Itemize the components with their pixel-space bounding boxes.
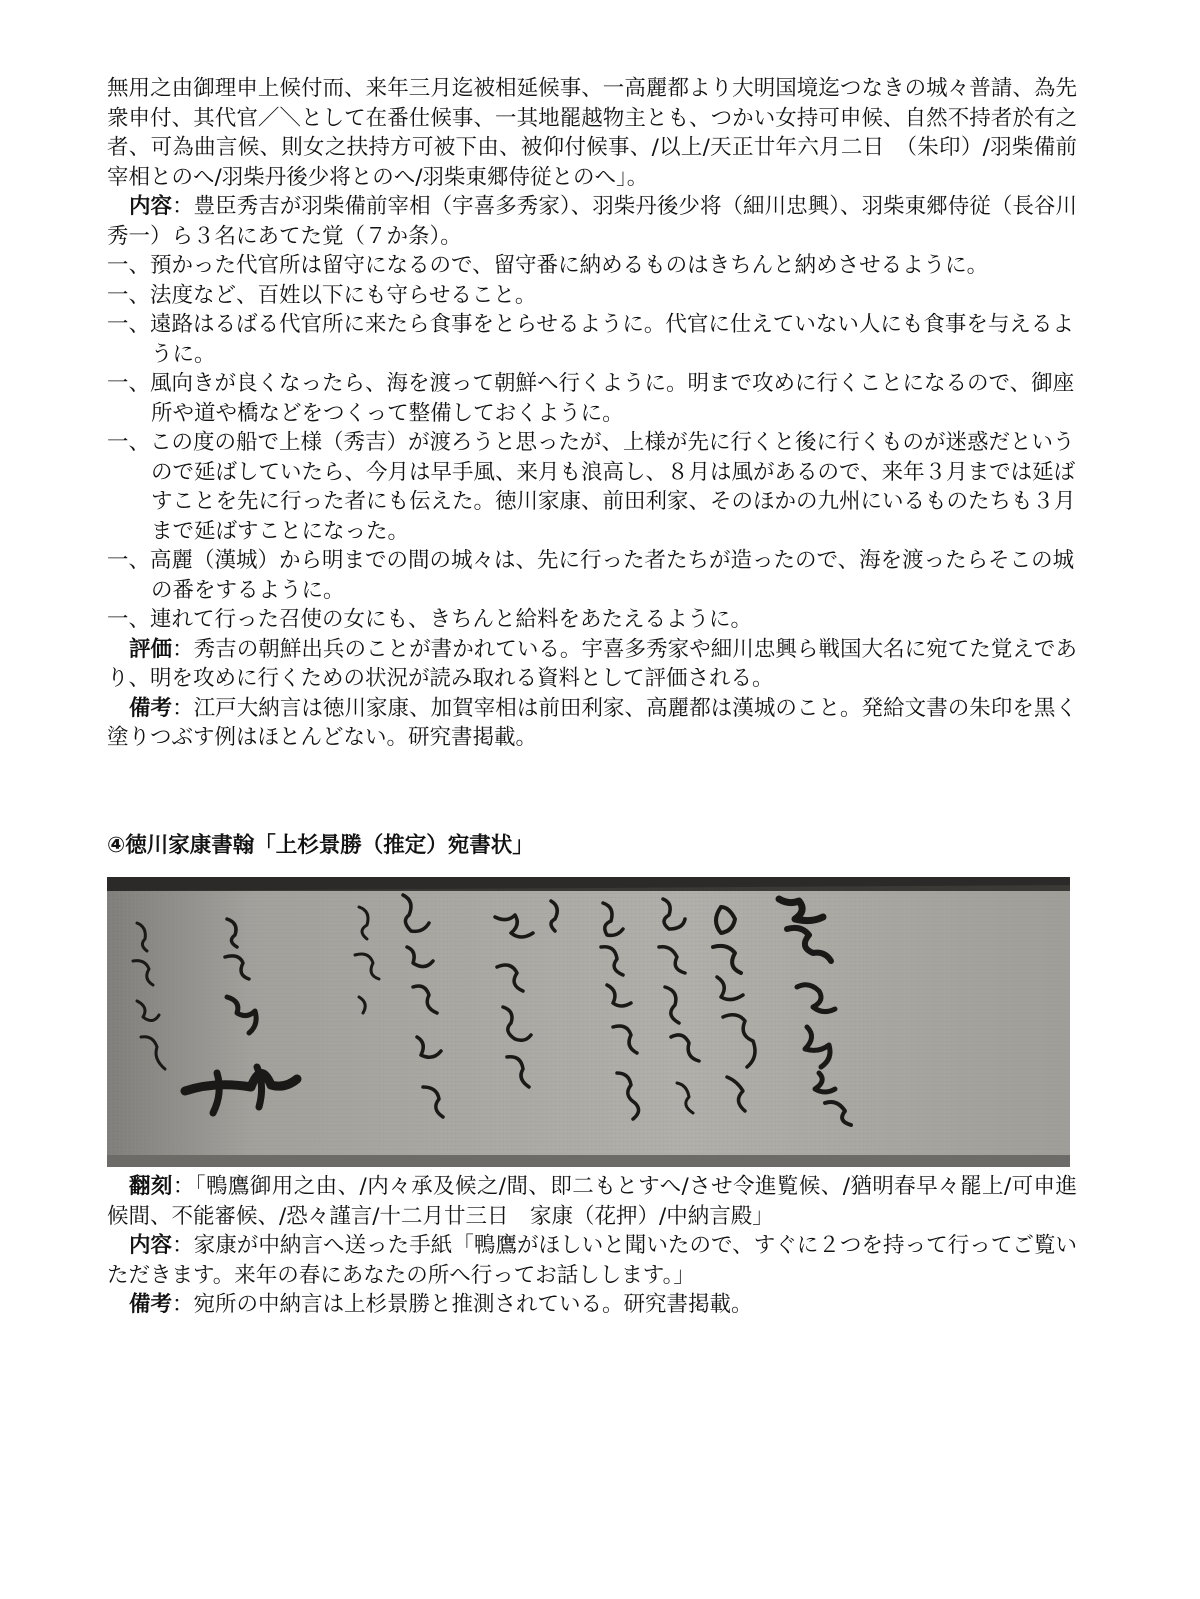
article-item: 一、高麗（漢城）から明までの間の城々は、先に行った者たちが造ったので、海を渡ったらそこの城の番をするように。 xyxy=(107,548,1075,603)
letter-photograph xyxy=(107,877,1070,1167)
section-heading: ④徳川家康書翰「上杉景勝（推定）宛書状」 xyxy=(107,833,534,858)
biko-text: ：江戸大納言は徳川家康、加賀宰相は前田利家、高麗都は漢城のこと。発給文書の朱印を黒く塗りつぶす例はほとんどない。研究書掲載。 xyxy=(107,695,1077,750)
article-item: 一、遠路はるばる代官所に来たら食事をとらせるように。代官に仕えていない人にも食事を与えるように。 xyxy=(107,312,1074,367)
calligraphy-scroll-image xyxy=(107,877,1070,1167)
biko-paragraph xyxy=(107,694,1077,753)
quote-tail-paragraph: 無用之由御理申上候付而、来年三月迄被相延候事、一高麗都より大明国境迄つなきの城々普請、為先衆申付、其代官／＼として在番仕候事、一其地罷越物主とも、つかい女持可申候、自然不持者於有之者、可為曲言候、則女之扶持方可被下由、被仰付候事、/以上/天正廿年六月二日 （朱印）/羽柴備前宰相とのへ/羽柴丹後少将とのへ/羽柴東郷侍従とのへ」。 xyxy=(107,76,1077,190)
naiyo2-label: 内容 xyxy=(129,1233,173,1258)
article-item: 一、連れて行った召使の女にも、きちんと給料をあたえるように。 xyxy=(107,607,753,632)
honkoku-label: 翻刻 xyxy=(129,1174,173,1199)
naiyo-paragraph xyxy=(107,192,1077,251)
hyoka-text: ：秀吉の朝鮮出兵のことが書かれている。宇喜多秀家や細川忠興ら戦国大名に宛てた覚えであり、明を攻めに行くための状況が読み取れる資料として評価される。 xyxy=(107,636,1077,691)
honkoku-paragraph xyxy=(107,1172,1077,1231)
biko2-paragraph xyxy=(107,1290,1077,1320)
article-item: 一、法度など、百姓以下にも守らせること。 xyxy=(107,282,537,308)
hyoka-paragraph xyxy=(107,635,1077,694)
hyoka-label: 評価 xyxy=(129,636,173,662)
honkoku-text: ：「鴨鷹御用之由、/内々承及候之/間、即二もとすへ/させ令進覧候、/猶明春早々罷上/可申進候間、不能審候、/恐々謹言/十二月廿三日 家康（花押）/中納言殿」 xyxy=(107,1174,1077,1229)
upper-text-block xyxy=(107,74,1077,753)
naiyo2-paragraph xyxy=(107,1231,1077,1290)
biko2-text: ：宛所の中納言は上杉景勝と推測されている。研究書掲載。 xyxy=(172,1292,753,1317)
naiyo-text: ：豊臣秀吉が羽柴備前宰相（宇喜多秀家）、羽柴丹後少将（細川忠興）、羽柴東郷侍従（長谷川秀一）ら３名にあてた覚（７か条）。 xyxy=(107,194,1077,249)
lower-text-block xyxy=(107,1172,1077,1320)
article-item: 一、預かった代官所は留守になるので、留守番に納めるものはきちんと納めさせるように。 xyxy=(107,253,989,278)
article-item: 一、風向きが良くなったら、海を渡って朝鮮へ行くように。明まで攻めに行くことになるので、御座所や道や橋などをつくって整備しておくように。 xyxy=(107,371,1075,426)
article-list xyxy=(107,251,1077,635)
naiyo2-text: ：家康が中納言へ送った手紙「鴨鷹がほしいと聞いたので、すぐに２つを持って行ってご覧いただきます。来年の春にあなたの所へ行ってお話しします。」 xyxy=(107,1233,1077,1288)
naiyo-label: 内容 xyxy=(129,194,173,219)
biko2-label: 備考 xyxy=(129,1292,173,1317)
biko-label: 備考 xyxy=(129,695,173,721)
article-item: 一、この度の船で上様（秀吉）が渡ろうと思ったが、上様が先に行くと後に行くものが迷惑だというので延ばしていたら、今月は早手風、来月も浪高し、８月は風があるので、来年３月までは延ばすことを先に行った者にも伝えた。徳川家康、前田利家、そのほかの九州にいるものたちも３月まで延ばすことになった。 xyxy=(107,430,1076,544)
